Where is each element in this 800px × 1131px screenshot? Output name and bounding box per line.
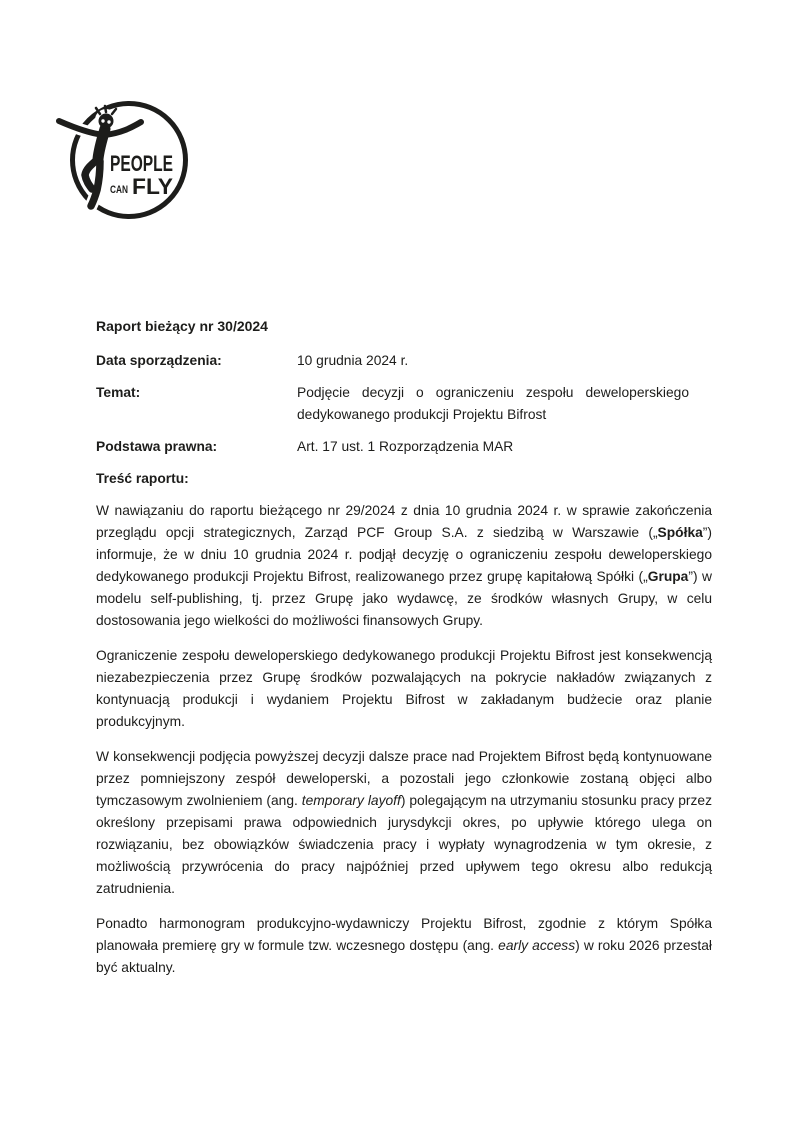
field-row-legal-basis xyxy=(96,436,712,458)
field-value-subject: Podjęcie decyzji o ograniczeniu zespołu deweloperskiego dedykowanego produkcji Projektu Bifrost xyxy=(297,385,689,422)
report-content xyxy=(96,315,712,992)
report-paragraph-1: W nawiązaniu do raportu bieżącego nr 29/2024 z dnia 10 grudnia 2024 r. w sprawie zakończenia przeglądu opcji strategicznych, Zarząd PCF Group S.A. z siedzibą w Warszawie („Spółka”) informuje, że w dniu 10 grudnia 2024 r. podjął decyzję o ograniczeniu zespołu deweloperskiego dedykowanego produkcji Projektu Bifrost, realizowanego przez grupę kapitałową Spółki („Grupa”) w modelu self-publishing, tj. przez Grupę jako wydawcę, ze środków własnych Grupy, w celu dostosowania jego wielkości do możliwości finansowych Grupy. xyxy=(96,503,712,628)
field-label-date: Data sporządzenia: xyxy=(96,353,222,368)
report-paragraph-3: W konsekwencji podjęcia powyższej decyzji dalsze prace nad Projektem Bifrost będą kontynuowane przez pomniejszony zespół deweloperski, a pozostali jego członkowie zostaną objęci albo tymczasowym zwolnieniem (ang. temporary layoff) polegającym na utrzymaniu stosunku pracy przez określony przepisami prawa odpowiednich jurysdykcji okres, po upływie którego ulega on rozwiązaniu, bez obowiązków świadczenia pracy i wypłaty wynagrodzenia w tym okresie, z możliwością przywrócenia do pracy najpóźniej przed upływem tego okresu albo redukcją zatrudnienia. xyxy=(96,749,712,896)
field-row-subject xyxy=(96,382,712,426)
field-row-date xyxy=(96,350,712,372)
people-can-fly-logo xyxy=(55,95,195,223)
logo-text-fly: FLY xyxy=(132,174,174,199)
logo-text-can: CAN xyxy=(110,184,129,196)
logo-text-people: PEOPLE xyxy=(110,151,173,176)
field-label-legal-basis: Podstawa prawna: xyxy=(96,439,218,454)
pcf-logo-graphic xyxy=(55,95,195,223)
field-value-date: 10 grudnia 2024 r. xyxy=(297,353,409,368)
report-body-heading: Treść raportu: xyxy=(96,471,189,486)
field-value-legal-basis: Art. 17 ust. 1 Rozporządzenia MAR xyxy=(297,439,514,454)
report-paragraph-4: Ponadto harmonogram produkcyjno-wydawniczy Projektu Bifrost, zgodnie z którym Spółka planowała premierę gry w formule tzw. wczesnego dostępu (ang. early access) w roku 2026 przestał być aktualny. xyxy=(96,916,712,975)
report-title: Raport bieżący nr 30/2024 xyxy=(96,318,268,334)
report-paragraph-2: Ograniczenie zespołu deweloperskiego dedykowanego produkcji Projektu Bifrost jest konsekwencją niezabezpieczenia przez Grupę środków pozwalających na pokrycie nakładów związanych z kontynuacją produkcji i wydaniem Projektu Bifrost w zakładanym budżecie oraz planie produkcyjnym. xyxy=(96,648,712,729)
field-label-subject: Temat: xyxy=(96,385,141,400)
report-body xyxy=(96,500,712,979)
